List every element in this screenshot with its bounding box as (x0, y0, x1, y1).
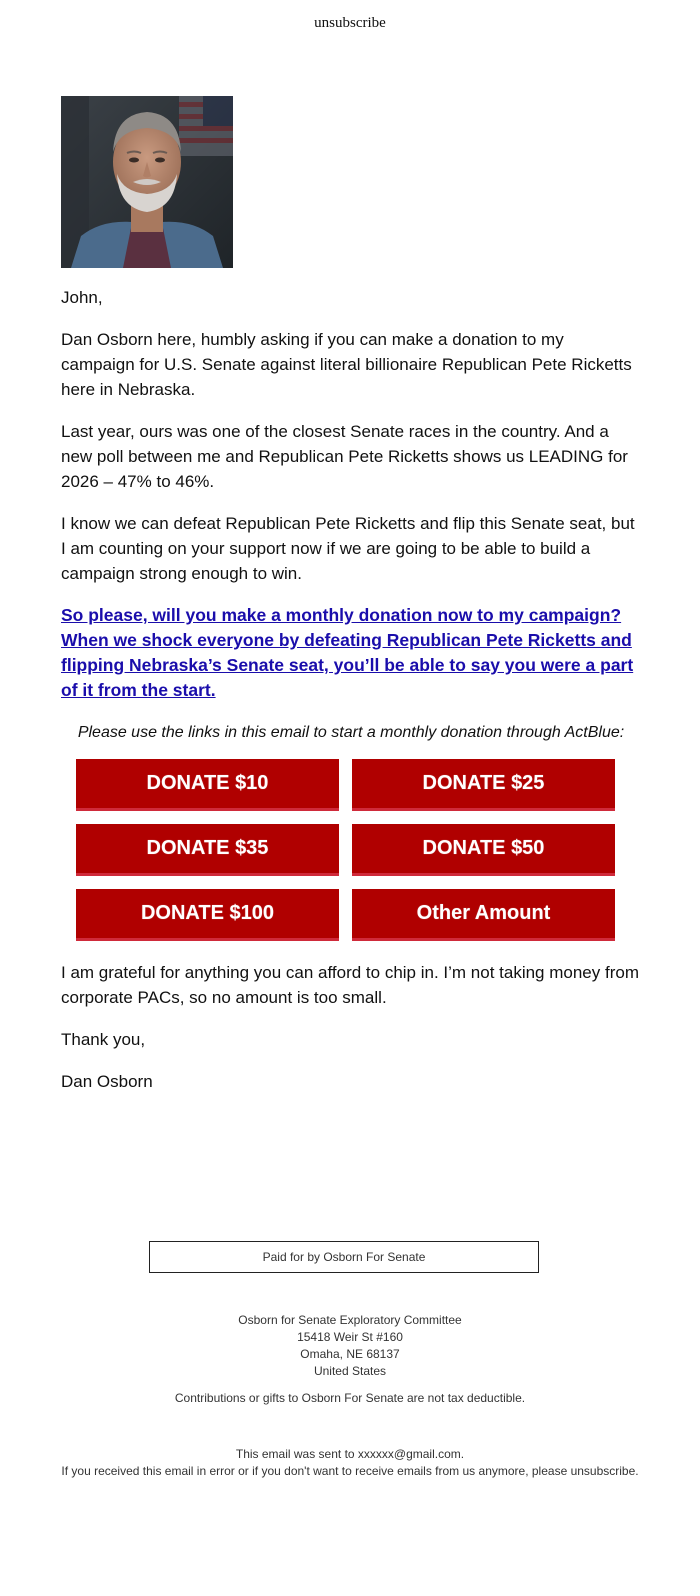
closing-paragraph: I am grateful for anything you can afford to chip in. I’m not taking money from corporate PACs, so no amount is too small. (61, 963, 639, 1007)
address-line: Osborn for Senate Exploratory Committee (238, 1313, 462, 1327)
tax-note: Contributions or gifts to Osborn For Senate are not tax deductible. (174, 1391, 526, 1405)
address-line: 15418 Weir St #160 (297, 1330, 403, 1344)
sign-off: Thank you, (61, 1030, 146, 1049)
sent-to-prefix: This email was sent to (235, 1447, 358, 1461)
candidate-portrait-image (61, 96, 233, 268)
body-paragraph-1: Dan Osborn here, humbly asking if you can make a donation to my campaign for U.S. Senate against literal billionaire Republican Pete Ricketts here in Nebraska. (61, 330, 632, 399)
donate-button-grid (76, 759, 641, 941)
other-amount-button[interactable]: Other Amount (352, 889, 615, 941)
donate-25-button[interactable]: DONATE $25 (352, 759, 615, 811)
address-line: United States (313, 1364, 387, 1378)
body-paragraph-2: Last year, ours was one of the closest Senate races in the country. And a new poll between me and Republican Pete Ricketts shows us LEADING for 2026 – 47% to 46%. (61, 422, 628, 491)
donate-10-button[interactable]: DONATE $10 (76, 759, 339, 811)
paid-for-disclaimer: Paid for by Osborn For Senate (149, 1241, 539, 1273)
greeting: John, (61, 288, 103, 307)
footer-address (0, 1312, 700, 1380)
donate-100-button[interactable]: DONATE $100 (76, 889, 339, 941)
donate-50-button[interactable]: DONATE $50 (352, 824, 615, 876)
donate-35-button[interactable]: DONATE $35 (76, 824, 339, 876)
signature: Dan Osborn (61, 1072, 153, 1091)
address-line: Omaha, NE 68137 (300, 1347, 400, 1361)
body-paragraph-3: I know we can defeat Republican Pete Ricketts and flip this Senate seat, but I am counting on your support now if we are going to be able to build a campaign strong enough to win. (61, 514, 635, 583)
sent-to-line (0, 1446, 700, 1463)
email-body (61, 285, 641, 1111)
actblue-note: Please use the links in this email to start a monthly donation through ActBlue: (77, 724, 625, 741)
sent-to-email: xxxxxx@gmail.com (357, 1447, 461, 1461)
unsubscribe-note[interactable]: If you received this email in error or if you don't want to receive emails from us anymore, please unsubscribe. (61, 1464, 639, 1478)
candidate-photo (61, 96, 233, 268)
monthly-donation-link[interactable]: So please, will you make a monthly donation now to my campaign? When we shock everyone by defeating Republican Pete Ricketts and flipping Nebraska’s Senate seat, you’ll be able to say you were a part of it from the start. (61, 605, 634, 700)
sent-to-suffix: . (460, 1447, 465, 1461)
unsubscribe-link[interactable]: unsubscribe (314, 15, 386, 31)
